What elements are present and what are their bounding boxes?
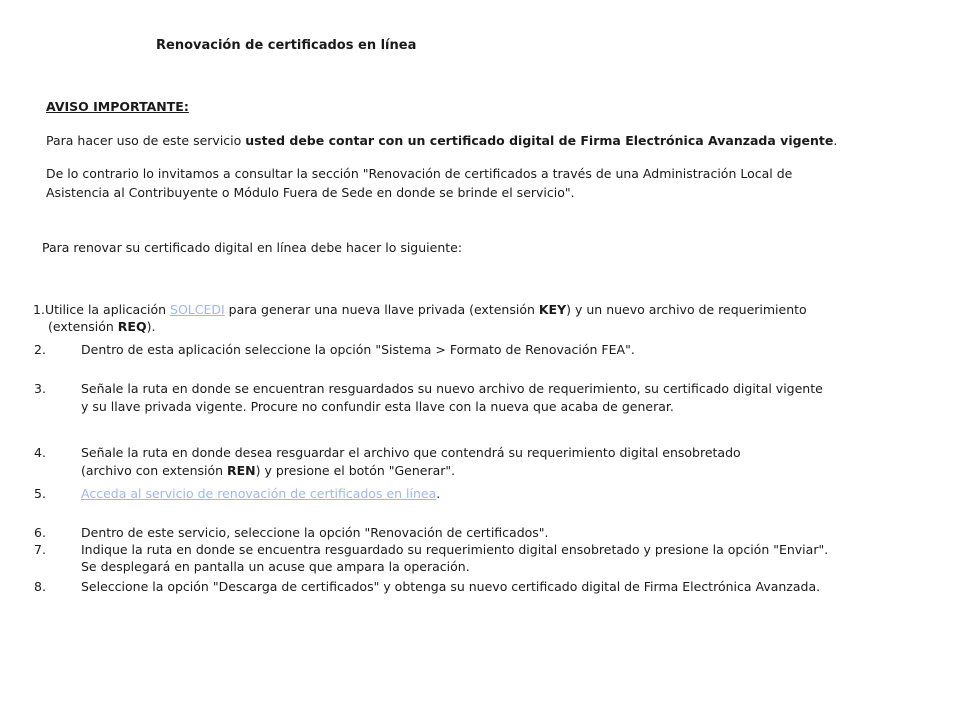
step-4-line2 bbox=[81, 461, 455, 480]
notice-p2-line2: Asistencia al Contribuyente o Módulo Fuera de Sede en donde se brinde el servicio". bbox=[46, 185, 575, 200]
notice-heading: AVISO IMPORTANTE: bbox=[46, 99, 189, 114]
step-4-line2-pre: (archivo con extensión bbox=[81, 463, 228, 478]
step-4-number: 4. bbox=[34, 445, 46, 460]
step-7-line2: Se desplegará en pantalla un acuse que ampara la operación. bbox=[81, 559, 470, 574]
step-1-number: 1. bbox=[33, 302, 45, 317]
step-2-number: 2. bbox=[34, 342, 46, 357]
step-8-number: 8. bbox=[34, 579, 46, 594]
solcedi-link[interactable]: SOLCEDI bbox=[170, 302, 225, 317]
step-4-line2-post: ) y presione el botón "Generar". bbox=[255, 463, 456, 478]
step-7-line1: Indique la ruta en donde se encuentra resguardado su requerimiento digital ensobretado y presione la opción "Enviar". bbox=[81, 542, 829, 557]
step-2-text: Dentro de esta aplicación seleccione la opción "Sistema > Formato de Renovación FEA". bbox=[81, 342, 635, 357]
notice-paragraph-1 bbox=[46, 133, 837, 148]
step-1-line2 bbox=[48, 317, 155, 336]
step-3-number: 3. bbox=[34, 381, 46, 396]
notice-p1-bold: usted debe contar con un certificado digital de Firma Electrónica Avanzada vigente bbox=[245, 133, 834, 148]
step-8-text: Seleccione la opción "Descarga de certificados" y obtenga su nuevo certificado digital de Firma Electrónica Avanzada. bbox=[81, 579, 821, 594]
renovation-service-link[interactable]: Acceda al servicio de renovación de certificados en línea bbox=[81, 486, 437, 501]
notice-p2-line1: De lo contrario lo invitamos a consultar la sección "Renovación de certificados a través de una Administración Local de bbox=[46, 166, 793, 181]
notice-p1-end: . bbox=[833, 133, 838, 148]
step-3-line2: y su llave privada vigente. Procure no confundir esta llave con la nueva que acaba de generar. bbox=[81, 399, 674, 414]
step-1-bold-req: REQ bbox=[117, 319, 147, 334]
step-5-end: . bbox=[436, 486, 441, 501]
step-1-bold-key: KEY bbox=[538, 302, 567, 317]
step-1-line2-post: ). bbox=[146, 319, 156, 334]
step-7-number: 7. bbox=[34, 542, 46, 557]
intro-text: Para renovar su certificado digital en línea debe hacer lo siguiente: bbox=[42, 240, 463, 255]
notice-paragraph-2 bbox=[46, 164, 792, 202]
notice-p1-text: Para hacer uso de este servicio bbox=[46, 133, 246, 148]
step-1-text-end: ) y un nuevo archivo de requerimiento bbox=[566, 302, 807, 317]
step-6-text: Dentro de este servicio, seleccione la opción "Renovación de certificados". bbox=[81, 525, 549, 540]
page-title: Renovación de certificados en línea bbox=[156, 38, 417, 53]
step-1-line2-pre: (extensión bbox=[48, 319, 118, 334]
step-1-text: Utilice la aplicación bbox=[44, 302, 171, 317]
step-4-line1: Señale la ruta en donde desea resguardar el archivo que contendrá su requerimiento digital ensobretado bbox=[81, 445, 741, 460]
step-1-text-mid: para generar una nueva llave privada (extensión bbox=[224, 302, 539, 317]
step-5-number: 5. bbox=[34, 486, 46, 501]
step-6-number: 6. bbox=[34, 525, 46, 540]
step-4-bold-ren: REN bbox=[227, 463, 256, 478]
step-5-line bbox=[81, 484, 440, 503]
step-3-line1: Señale la ruta en donde se encuentran resguardados su nuevo archivo de requerimiento, su certificado digital vigente bbox=[81, 381, 823, 396]
